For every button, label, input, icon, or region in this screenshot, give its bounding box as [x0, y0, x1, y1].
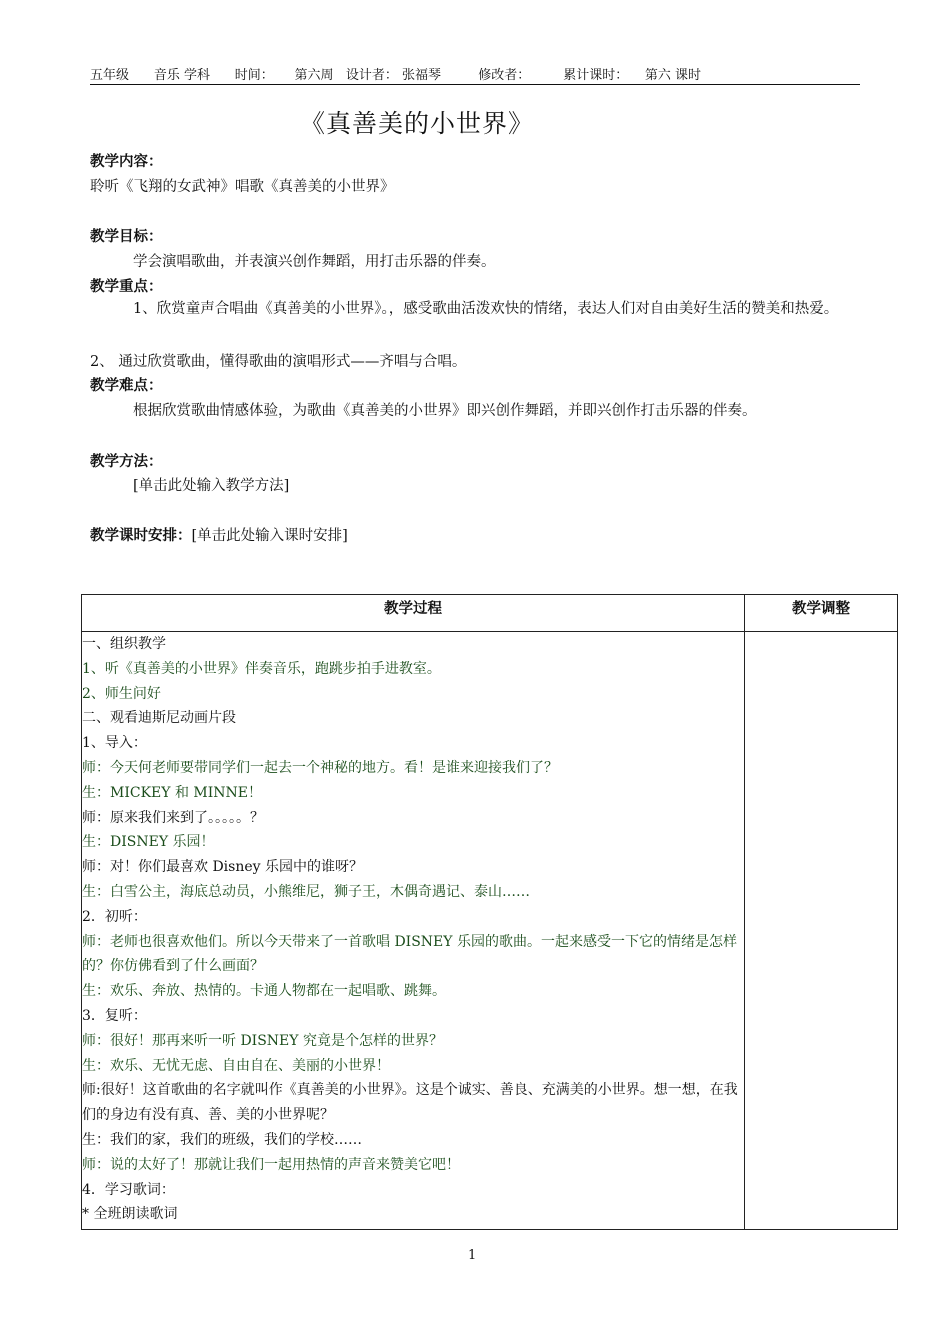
process-line: * 全班朗读歌词: [82, 1206, 178, 1223]
method-placeholder[interactable]: [单击此处输入教学方法]: [133, 478, 290, 494]
process-line: 师：老师也很喜欢他们。所以今天带来了一首歌唱 DISNEY 乐园的歌曲。一起来感受一下它的情绪是怎样的？你仿佛看到了什么画面？: [82, 933, 737, 975]
process-line: 生：DISNEY 乐园！: [82, 834, 215, 851]
process-line: 2、师生问好: [82, 685, 161, 702]
process-line: 师：原来我们来到了。。。。。？: [82, 809, 264, 826]
header-time-label: 时间：: [234, 68, 274, 83]
process-line: 4．学习歌词：: [82, 1181, 175, 1198]
goal-label: 教学目标：: [90, 229, 163, 245]
process-line: 1、导入：: [82, 735, 147, 752]
header-modifier: 修改者：: [478, 68, 531, 83]
process-line: 2．初听：: [82, 908, 147, 925]
process-line: 一、组织教学: [82, 636, 166, 652]
process-cell: [82, 632, 745, 1230]
header-grade: 五年级: [90, 68, 130, 83]
schedule-label: 教学课时安排：: [90, 528, 192, 544]
process-line: 生：欢乐、奔放、热情的。卡通人物都在一起唱歌、跳舞。: [82, 983, 446, 1000]
key-points-label: 教学重点：: [90, 279, 163, 295]
difficulty-text: 根据欣赏歌曲情感体验，为歌曲《真善美的小世界》即兴创作舞蹈，并即兴创作打击乐器的伴奏。: [133, 403, 757, 419]
key-point-2: 2、 通过欣赏歌曲，懂得歌曲的演唱形式——齐唱与合唱。: [90, 354, 467, 370]
teaching-process-table: [81, 594, 898, 1230]
page-title: 《真善美的小世界》: [300, 109, 535, 138]
method-label: 教学方法：: [90, 454, 163, 470]
process-line: 3．复听：: [82, 1007, 147, 1024]
process-line: 生：MICKEY 和 MINNE！: [82, 784, 262, 801]
header-week: 第六周: [294, 68, 334, 83]
col-header-adjust: 教学调整: [745, 595, 898, 632]
page-header: [90, 64, 860, 85]
process-line: 1、听《真善美的小世界》伴奏音乐，跑跳步拍手进教室。: [82, 660, 441, 677]
adjust-cell[interactable]: [745, 632, 898, 1230]
header-total-value: 第六 课时: [644, 68, 701, 83]
header-subject: 音乐 学科: [153, 68, 210, 83]
process-line: 师：说的太好了！那就让我们一起用热情的声音来赞美它吧！: [82, 1156, 460, 1173]
content-label: 教学内容：: [90, 154, 163, 170]
process-line: 生：欢乐、无忧无虑、自由自在、美丽的小世界！: [82, 1057, 390, 1074]
process-line: 二、观看迪斯尼动画片段: [82, 710, 236, 727]
schedule-row: [90, 524, 348, 545]
process-line: 师:很好！这首歌曲的名字就叫作《真善美的小世界》。这是个诚实、善良、充满美的小世界。想一想，在我们的身边有没有真、善、美的小世界呢？: [82, 1082, 738, 1124]
goal-text: 学会演唱歌曲，并表演兴创作舞蹈，用打击乐器的伴奏。: [133, 254, 496, 270]
difficulty-label: 教学难点：: [90, 378, 163, 394]
col-header-process: 教学过程: [82, 595, 745, 632]
content-text: 聆听《飞翔的女武神》唱歌《真善美的小世界》: [90, 179, 395, 195]
schedule-placeholder[interactable]: [单击此处输入课时安排]: [191, 528, 348, 544]
process-line: 生：我们的家，我们的班级，我们的学校……: [82, 1131, 362, 1148]
process-line: 师：今天何老师要带同学们一起去一个神秘的地方。看！是谁来迎接我们了？: [82, 759, 558, 776]
header-total-label: 累计课时：: [563, 68, 629, 83]
page-number: 1: [468, 1248, 477, 1263]
key-point-1: 1、欣赏童声合唱曲《真善美的小世界》。，感受歌曲活泼欢快的情绪，表达人们对自由美好生活的赞美和热爱。: [133, 301, 839, 317]
process-line: 生：白雪公主，海底总动员，小熊维尼，狮子王，木偶奇遇记、泰山……: [82, 883, 530, 900]
header-designer: 设计者： 张福琴: [345, 68, 441, 83]
process-line: 师：对！你们最喜欢 Disney 乐园中的谁呀？: [82, 859, 363, 876]
process-line: 师：很好！那再来听一听 DISNEY 究竟是个怎样的世界？: [82, 1032, 443, 1049]
